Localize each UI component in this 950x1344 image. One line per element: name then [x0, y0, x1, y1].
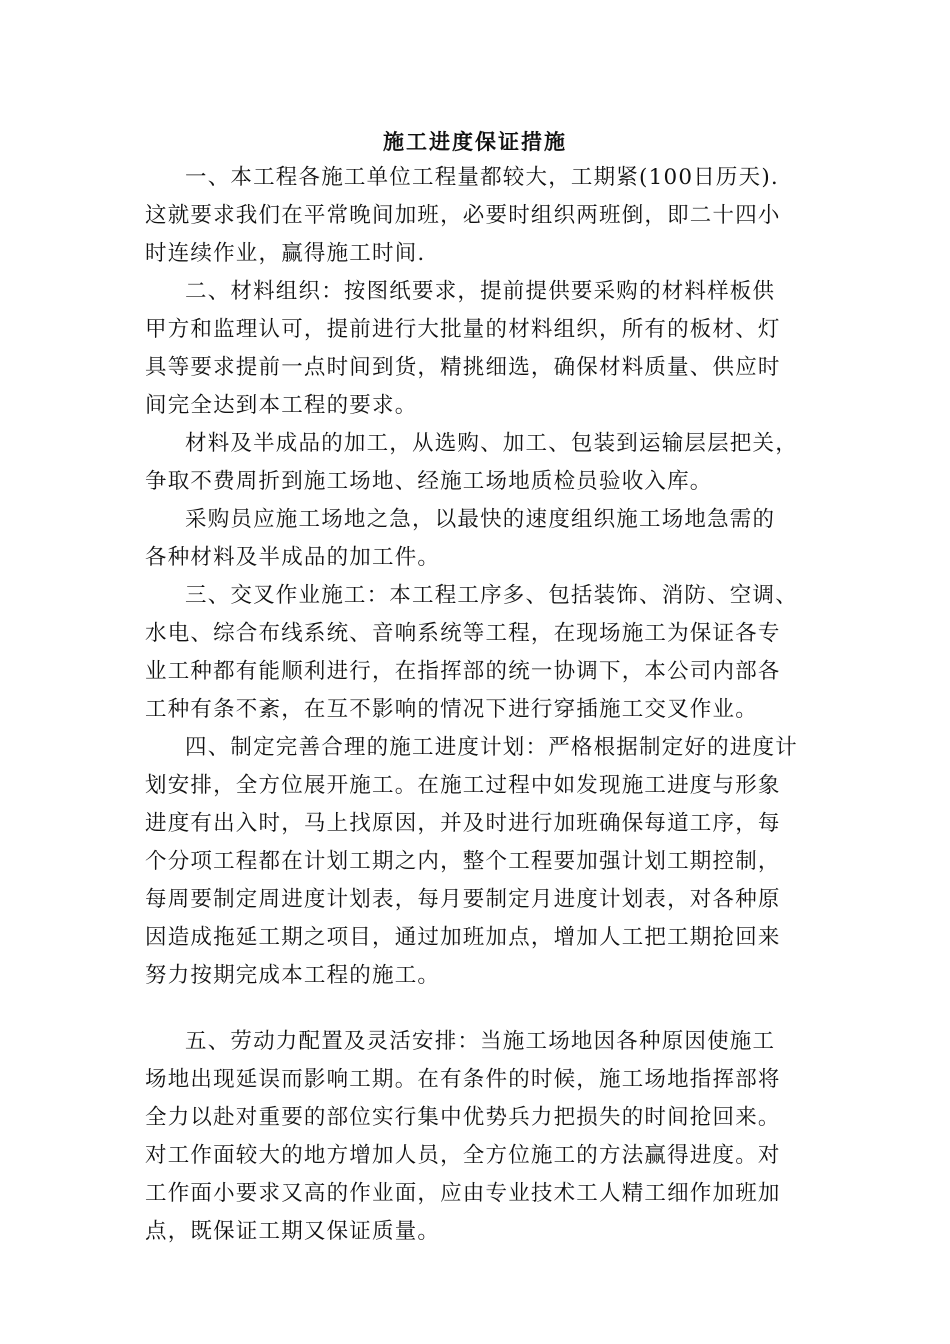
- text-line: 材料及半成品的加工，从选购、加工、包装到运输层层把关，: [185, 431, 798, 456]
- text-line: 时连续作业，赢得施工时间.: [145, 241, 426, 266]
- text-line: 场地出现延误而影响工期。在有条件的时候，施工场地指挥部将: [145, 1067, 781, 1092]
- text-line: 进度有出入时，马上找原因，并及时进行加班确保每道工序，每: [145, 811, 781, 836]
- text-line: 五、劳动力配置及灵活安排：当施工场地因各种原因使施工: [185, 1029, 776, 1054]
- text-line: 每周要制定周进度计划表，每月要制定月进度计划表，对各种原: [145, 887, 781, 912]
- text-line: 努力按期完成本工程的施工。: [145, 963, 441, 988]
- text-line: 争取不费周折到施工场地、经施工场地质检员验收入库。: [145, 469, 713, 494]
- text-line: 工种有条不紊，在互不影响的情况下进行穿插施工交叉作业。: [145, 697, 758, 722]
- text-line: 甲方和监理认可，提前进行大批量的材料组织，所有的板材、灯: [145, 317, 781, 342]
- text-line: 个分项工程都在计划工期之内，整个工程要加强计划工期控制，: [145, 849, 781, 874]
- text-line: 具等要求提前一点时间到货，精挑细选，确保材料质量、供应时: [145, 355, 781, 380]
- text-line: 间完全达到本工程的要求。: [145, 393, 418, 418]
- text-line: 三、交叉作业施工：本工程工序多、包括装饰、消防、空调、: [185, 583, 798, 608]
- text-line: 一、本工程各施工单位工程量都较大，工期紧(100日历天).: [185, 165, 779, 190]
- text-line: 点，既保证工期又保证质量。: [145, 1219, 441, 1244]
- text-line: 工作面小要求又高的作业面，应由专业技术工人精工细作加班加: [145, 1181, 781, 1206]
- page-title: 施工进度保证措施: [383, 129, 567, 154]
- text-line: 业工种都有能顺利进行，在指挥部的统一协调下，本公司内部各: [145, 659, 781, 684]
- text-line: 各种材料及半成品的加工件。: [145, 545, 441, 570]
- text-line: 四、制定完善合理的施工进度计划：严格根据制定好的进度计: [185, 735, 798, 760]
- text-line: 这就要求我们在平常晚间加班，必要时组织两班倒，即二十四小: [145, 203, 781, 228]
- text-line: 划安排，全方位展开施工。在施工过程中如发现施工进度与形象: [145, 773, 781, 798]
- text-line: 采购员应施工场地之急，以最快的速度组织施工场地急需的: [185, 507, 776, 532]
- text-line: 二、材料组织：按图纸要求，提前提供要采购的材料样板供: [185, 279, 776, 304]
- text-line: 全力以赴对重要的部位实行集中优势兵力把损失的时间抢回来。: [145, 1105, 781, 1130]
- text-line: 对工作面较大的地方增加人员，全方位施工的方法赢得进度。对: [145, 1143, 781, 1168]
- text-line: 因造成拖延工期之项目，通过加班加点，增加人工把工期抢回来: [145, 925, 781, 950]
- text-line: 水电、综合布线系统、音响系统等工程，在现场施工为保证各专: [145, 621, 781, 646]
